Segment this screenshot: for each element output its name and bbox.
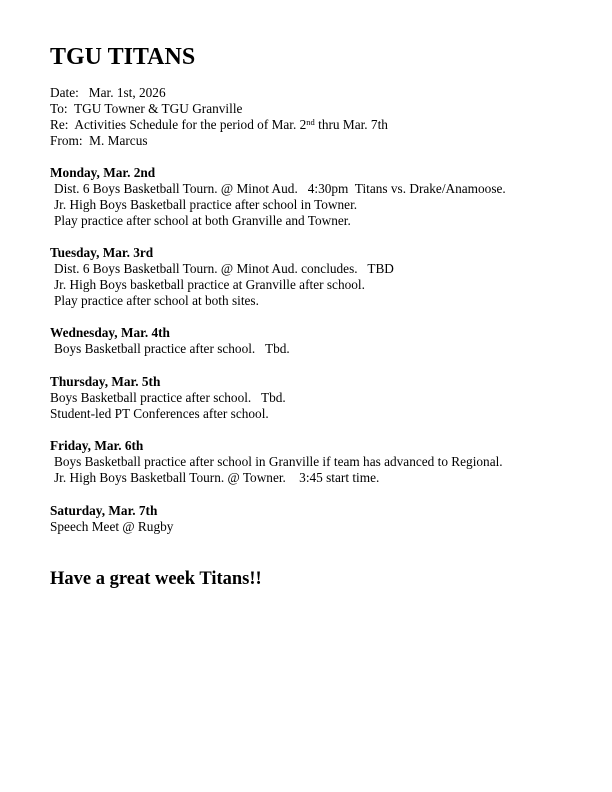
memo-to-label: To: bbox=[50, 101, 68, 116]
schedule-line: Student-led PT Conferences after school. bbox=[50, 406, 269, 421]
memo-to-value: TGU Towner & TGU Granville bbox=[73, 101, 243, 116]
schedule-day-saturday bbox=[50, 503, 173, 535]
memo-date-label: Date: bbox=[50, 85, 79, 100]
schedule-line: Boys Basketball practice after school. Tbd. bbox=[50, 390, 286, 405]
schedule-day-wednesday bbox=[50, 325, 290, 357]
day-heading: Saturday, Mar. 7th bbox=[50, 503, 158, 518]
schedule-line: Boys Basketball practice after school. Tbd. bbox=[54, 341, 290, 356]
schedule-line: Jr. High Boys Basketball Tourn. @ Towner. 3:45 start time. bbox=[54, 470, 380, 485]
document-title: TGU TITANS bbox=[50, 44, 196, 70]
day-heading: Tuesday, Mar. 3rd bbox=[50, 245, 154, 260]
schedule-line: Jr. High Boys Basketball practice after school in Towner. bbox=[54, 197, 358, 212]
schedule-line: Dist. 6 Boys Basketball Tourn. @ Minot Aud. concludes. TBD bbox=[54, 261, 394, 276]
memo-re-superscript: nd bbox=[306, 117, 315, 127]
schedule-day-thursday bbox=[50, 374, 286, 422]
memo-to-row bbox=[50, 101, 388, 117]
schedule-day-monday bbox=[50, 165, 506, 229]
schedule-line: Speech Meet @ Rugby bbox=[50, 519, 174, 534]
memo-header bbox=[50, 85, 388, 149]
memo-from-value: M. Marcus bbox=[89, 133, 148, 148]
memo-re-prefix: Activities Schedule for the period of Mar. 2 bbox=[74, 117, 307, 132]
memo-re-row bbox=[50, 117, 388, 133]
closing-message: Have a great week Titans!! bbox=[50, 569, 262, 589]
memo-re-suffix: thru Mar. 7th bbox=[314, 117, 388, 132]
schedule-line: Play practice after school at both Granville and Towner. bbox=[54, 213, 351, 228]
schedule-line: Boys Basketball practice after school in Granville if team has advanced to Regional. bbox=[54, 454, 503, 469]
day-heading: Friday, Mar. 6th bbox=[50, 438, 144, 453]
schedule-line: Play practice after school at both sites. bbox=[54, 293, 259, 308]
memo-from-row bbox=[50, 133, 388, 149]
memo-date-row bbox=[50, 85, 388, 101]
memo-date-value: Mar. 1st, 2026 bbox=[88, 85, 166, 100]
day-heading: Monday, Mar. 2nd bbox=[50, 165, 156, 180]
schedule-line: Jr. High Boys basketball practice at Granville after school. bbox=[54, 277, 365, 292]
schedule-line: Dist. 6 Boys Basketball Tourn. @ Minot Aud. 4:30pm Titans vs. Drake/Anamoose. bbox=[54, 181, 506, 196]
memo-re-label: Re: bbox=[50, 117, 69, 132]
schedule-day-tuesday bbox=[50, 245, 394, 309]
day-heading: Thursday, Mar. 5th bbox=[50, 374, 161, 389]
schedule-day-friday bbox=[50, 438, 503, 486]
day-heading: Wednesday, Mar. 4th bbox=[50, 325, 170, 340]
memo-from-label: From: bbox=[50, 133, 83, 148]
